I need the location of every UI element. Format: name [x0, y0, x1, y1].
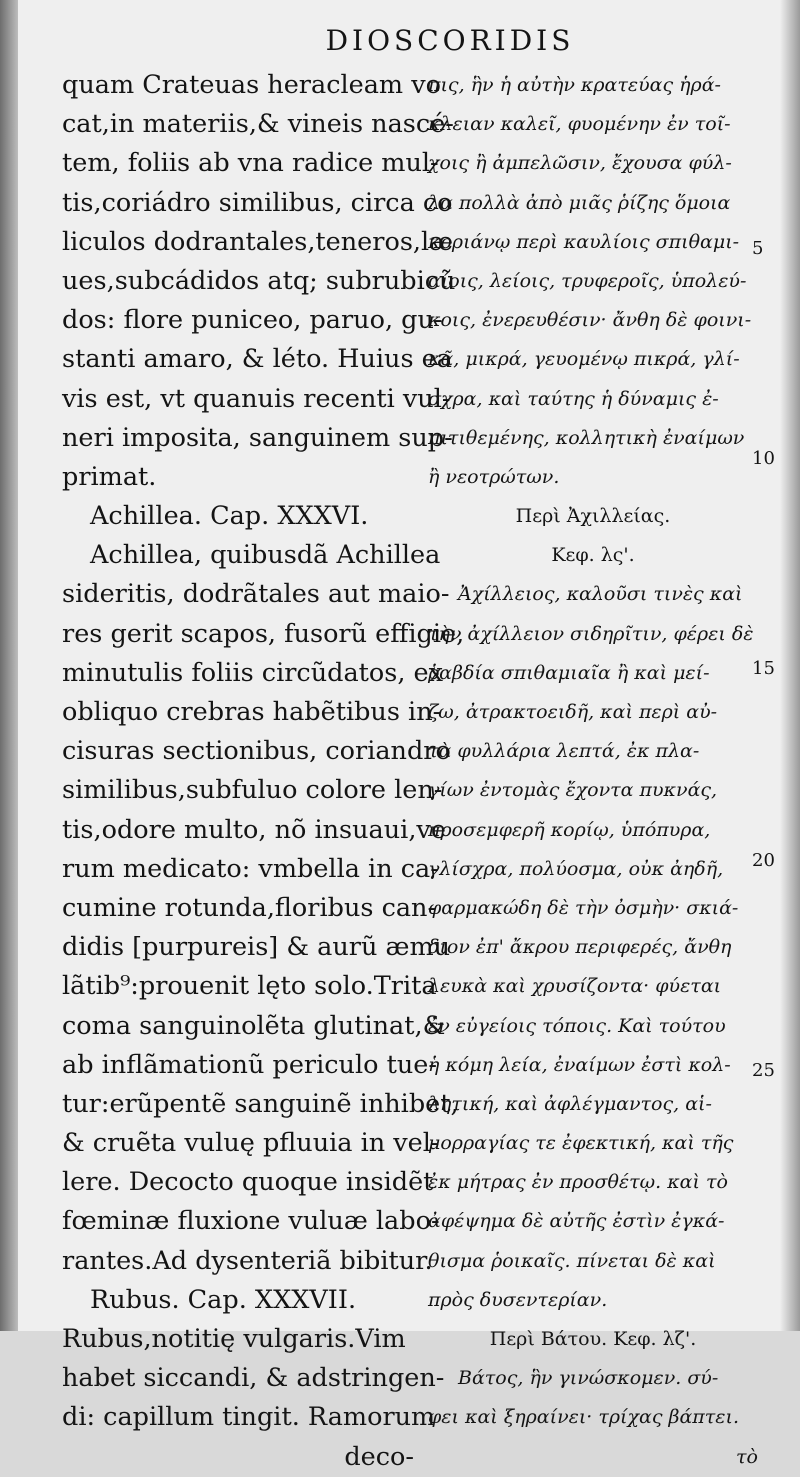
greek-chapter-number: Κεφ. λς'. — [551, 544, 635, 567]
latin-line: cat,in materiis,& vineis nascé- — [62, 109, 454, 140]
latin-line: similibus,subfuluo colore len- — [62, 775, 443, 806]
latin-line: ues,subcádidos atq; subrubicũ — [62, 265, 456, 296]
latin-line: ab inflãmationũ periculo tue- — [62, 1049, 437, 1080]
greek-line: λα πολλὰ ἀπὸ μιᾶς ῥίζης ὅμοια — [428, 191, 731, 214]
line-number-margin — [752, 0, 798, 1331]
greek-line: σχρα, καὶ ταύτης ἡ δύναμις ἐ- — [428, 387, 719, 410]
latin-line: primat. — [62, 461, 157, 492]
latin-line: tur:erũpentẽ sanguinẽ inhibet, — [62, 1088, 459, 1119]
latin-line: liculos dodrantales,teneros,læ — [62, 226, 454, 257]
latin-line: quam Crateuas heracleam vo — [62, 70, 441, 100]
greek-line: τὴν ἀχίλλειον σιδηρῖτιν, φέρει δὲ — [428, 622, 754, 645]
greek-line: προσεμφερῆ κορίῳ, ὑπόπυρα, — [428, 818, 711, 841]
latin-line: habet siccandi, & adstringen- — [62, 1363, 445, 1394]
line-number: 5 — [752, 238, 764, 259]
page-spine-shadow — [0, 0, 18, 1331]
greek-line: πρὸς δυσεντερίαν. — [428, 1288, 608, 1311]
latin-line: & cruẽta vuluę pfluuia in vel- — [62, 1128, 440, 1159]
latin-column — [62, 66, 465, 1477]
greek-line: γλίσχρα, πολύοσμα, οὐκ ἀηδῆ, — [428, 857, 724, 880]
greek-line: ζω, ἀτρακτοειδῆ, καὶ περὶ αὐ- — [428, 701, 718, 723]
greek-line: ῥαβδία σπιθαμιαῖα ἢ καὶ μεί- — [428, 661, 710, 684]
line-number: 15 — [752, 658, 775, 679]
latin-line: fœminæ fluxione vuluæ labo- — [62, 1206, 440, 1237]
greek-line: γίων ἐντομὰς ἔχοντα πυκνάς, — [428, 779, 718, 802]
greek-line: χοις ἢ ἀμπελῶσιν, ἔχουσα φύλ- — [428, 152, 732, 175]
greek-line: πις, ἣν ἡ αὐτὴν κρατεύας ἡρά- — [428, 74, 721, 96]
greek-chapter-heading: Περὶ Βάτου. Κεφ. λζ'. — [489, 1328, 697, 1350]
greek-line: λητική, καὶ ἀφλέγμαντος, αἱ- — [428, 1092, 712, 1115]
latin-line: didis [purpureis] & aurũ æmu — [62, 932, 451, 963]
latin-line: lãtib⁹:prouenit lęto solo.Trita — [62, 971, 437, 1002]
latin-line: tis,coriádro similibus, circa co — [62, 187, 453, 218]
latin-line: Achillea, quibusdã Achillea — [90, 540, 441, 571]
latin-line: lere. Decocto quoque insidẽt — [62, 1167, 434, 1198]
greek-line: κοριάνῳ περὶ καυλίοις σπιθαμι- — [428, 230, 740, 253]
line-number: 20 — [752, 850, 775, 871]
latin-chapter-heading: Rubus. Cap. XXXVII. — [90, 1284, 357, 1315]
greek-line: μορραγίας τε ἐφεκτική, καὶ τῆς — [428, 1132, 734, 1155]
latin-line: neri imposita, sanguinem sup- — [62, 422, 453, 453]
greek-line: φει καὶ ξηραίνει· τρίχας βάπτει. — [428, 1406, 739, 1429]
latin-line: dos: flore puniceo, paruo, gu- — [62, 305, 443, 336]
latin-line: coma sanguinolẽta glutinat,& — [62, 1010, 446, 1041]
latin-line: minutulis foliis circũdatos, ex — [62, 657, 444, 688]
greek-line: αίοις, λείοις, τρυφεροῖς, ὑπολεύ- — [428, 269, 747, 292]
greek-line: ἀφέψημα δὲ αὐτῆς ἐστὶν ἐγκά- — [428, 1210, 725, 1233]
greek-catchword: τὸ — [736, 1445, 758, 1468]
latin-line: cisuras sectionibus, coriandro — [62, 736, 451, 767]
greek-line: θισμα ῥοικαῖς. πίνεται δὲ καὶ — [428, 1249, 716, 1272]
greek-line: λευκὰ καὶ χρυσίζοντα· φύεται — [428, 975, 722, 998]
latin-line: tem, foliis ab vna radice mul- — [62, 148, 439, 179]
greek-line: κλειαν καλεῖ, φυομένην ἐν τοῖ- — [428, 113, 731, 136]
greek-line: ἐν εὐγείοις τόποις. Καὶ τούτου — [428, 1014, 726, 1037]
greek-line: κᾶ, μικρά, γευομένῳ πικρά, γλί- — [428, 348, 740, 371]
latin-line: res gerit scapos, fusorũ effigie, — [62, 618, 465, 649]
greek-line: πιτιθεμένης, κολλητικὴ ἐναίμων — [428, 426, 745, 449]
greek-line: ἡ κόμη λεία, ἐναίμων ἐστὶ κολ- — [428, 1053, 731, 1076]
greek-line: κοις, ἐνερευθέσιν· ἄνθη δὲ φοινι- — [428, 309, 752, 332]
greek-line: Βάτος, ἣν γινώσκομεν. σύ- — [458, 1367, 719, 1390]
line-number: 10 — [752, 448, 775, 469]
latin-line: cumine rotunda,floribus can- — [62, 892, 437, 923]
line-number: 25 — [752, 1060, 775, 1081]
greek-line: Ἀχίλλειος, καλοῦσι τινὲς καὶ — [458, 583, 743, 606]
greek-line: φαρμακώδη δὲ τὴν ὀσμὴν· σκιά- — [428, 896, 739, 919]
latin-line: sideritis, dodrãtales aut maio- — [62, 579, 450, 610]
latin-line: rum medicato: vmbella in ca- — [62, 853, 439, 884]
latin-chapter-heading: Achillea. Cap. XXXVI. — [90, 501, 369, 532]
latin-line: tis,odore multo, nõ insuaui,ve — [62, 814, 446, 845]
greek-line: ἢ νεοτρώτων. — [428, 465, 560, 488]
catchword: deco- — [344, 1441, 414, 1472]
greek-chapter-heading: Περὶ Ἀχιλλείας. — [515, 505, 671, 528]
latin-line: stanti amaro, & léto. Huius ea — [62, 344, 452, 375]
greek-line: ἐκ μήτρας ἐν προσθέτῳ. καὶ τὸ — [428, 1171, 728, 1194]
greek-line: τὰ φυλλάρια λεπτά, ἐκ πλα- — [428, 740, 700, 763]
latin-line: obliquo crebras habẽtibus in- — [62, 697, 442, 727]
running-header: DIOSCORIDIS — [325, 24, 575, 57]
latin-line: rantes.Ad dysenteriã bibitur. — [62, 1245, 433, 1276]
latin-line: Rubus,notitię vulgaris.Vim — [62, 1324, 406, 1354]
greek-line: διον ἐπ' ἄκρου περιφερές, ἄνθη — [428, 936, 732, 959]
greek-column — [428, 66, 758, 1477]
latin-line: vis est, vt quanuis recenti vul- — [62, 383, 451, 414]
latin-line: di: capillum tingit. Ramorum — [62, 1402, 436, 1433]
